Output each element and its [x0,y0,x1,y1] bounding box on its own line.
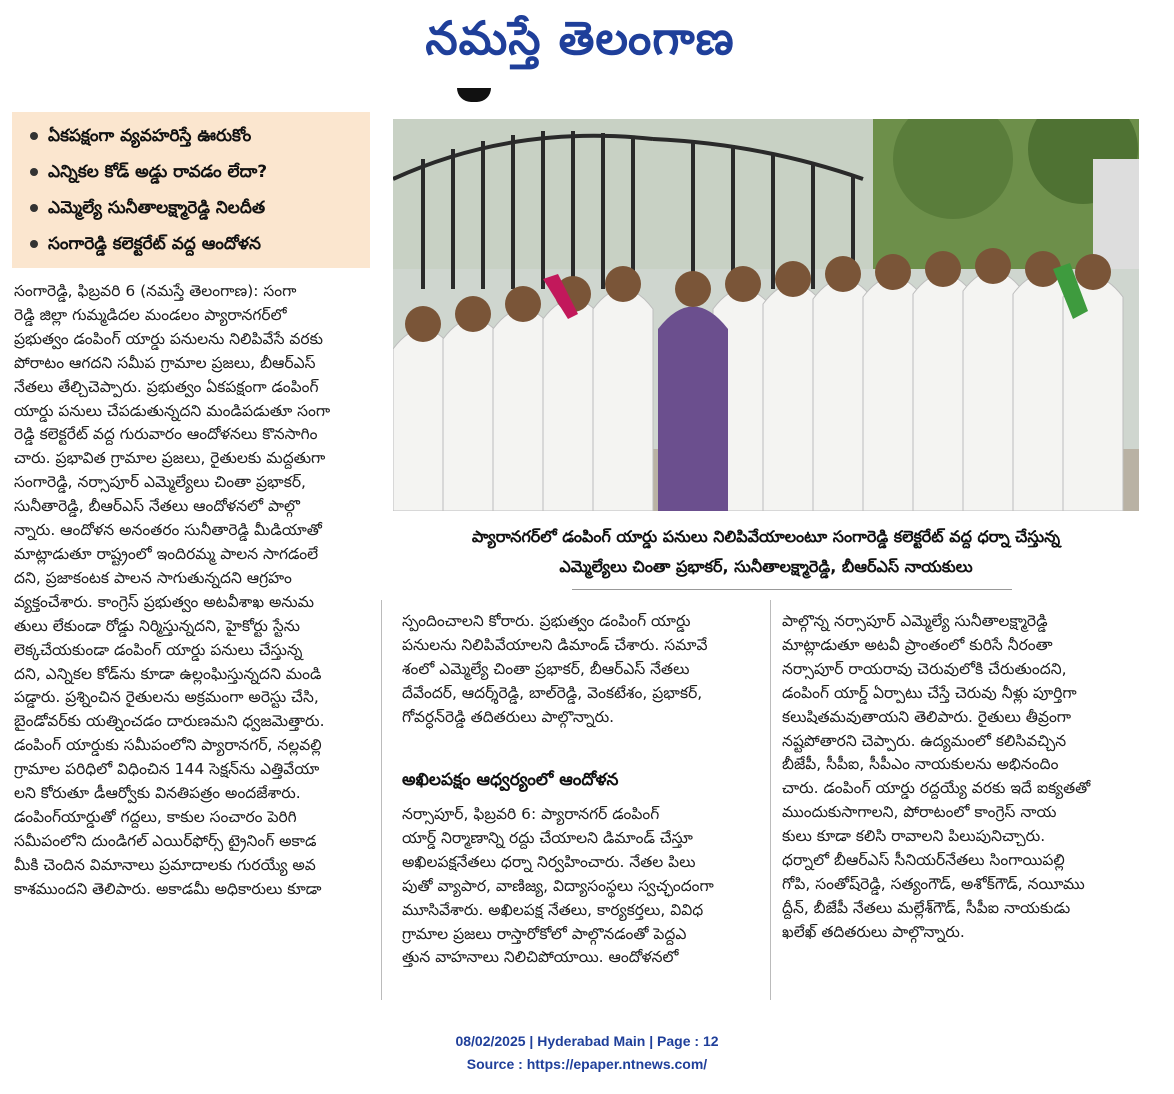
text-line: వ్యక్తంచేశారు. కాంగ్రెస్ ప్రభుత్వం అటవీశాఖ అనుమ [14,592,314,611]
text-line: లెక్కచేయకుండా డంపింగ్ యార్డు పనులు చేస్తున్న [14,640,303,659]
text-line: ఖలేఖ్ తదితరులు పాల్గొన్నారు. [782,922,965,941]
text-line: డంపింగ్‌యార్డుతో గద్దలు, కాకుల సంచారం పెరిగి [14,807,297,826]
article-column-2 [402,610,760,730]
bullet-icon [30,240,38,248]
text-line: గోపి, సంతోష్‌రెడ్డి, సత్యంగౌడ్, అశోక్‌గౌడ్, నయీము [782,874,1085,893]
text-line: పడ్డారు. ప్రశ్నించిన రైతులను అక్రమంగా అరెస్టు చేసి, [14,688,319,707]
article-subheading: అఖిలపక్షం ఆధ్వర్యంలో ఆందోళన [402,770,619,790]
text-line: బీజేపీ, సీపీఐ, సీపీఎం నాయకులను అభినందిం [782,755,1059,774]
text-line: సంగారెడ్డి, నర్సాపూర్ ఎమ్మెల్యేలు చింతా ప్రభాకర్, [14,473,306,492]
column-divider [770,600,771,1000]
news-photo [393,119,1139,511]
text-line: మాట్లాడుతూ అటవీ ప్రాంతంలో కురిసే నీరంతా [782,635,1053,654]
text-line: పోరాటం ఆగదని సమీప గ్రామాల ప్రజలు, బీఆర్‌ఎస్ [14,353,316,372]
bullet-icon [30,168,38,176]
text-line: స్పందించాలని కోరారు. ప్రభుత్వం డంపింగ్ యార్డు [402,612,691,630]
text-line: దని, ఎన్నికల కోడ్‌ను కూడా ఉల్లంఘిస్తున్నదని మండి [14,664,322,683]
text-line: ధర్నాలో బీఆర్‌ఎస్ సీనియర్‌నేతలు సింగాయిపల్లి [782,851,1065,870]
text-line: గ్రామాల పరిధిలో విధించిన 144 సెక్షన్‌ను ఎత్తివేయా [14,760,320,779]
text-line: సునీతారెడ్డి, బీఆర్‌ఎస్ నేతలు ఆందోళనలో పాల్గొ [14,497,300,516]
caption-divider [572,589,1012,590]
highlight-text: ఏకపక్షంగా వ్యవహరిస్తే ఊరుకోం [48,126,252,146]
text-line: తులు లేకుండా రోడ్డు నిర్మిస్తున్నదని, హైకోర్టు స్టేను [14,616,300,635]
text-line: మాట్లాడుతూ రాష్ట్రంలో ఇందిరమ్మ పాలన సాగడంలే [14,544,319,563]
text-line: రెడ్డి కలెక్టరేట్ వద్ద గురువారం ఆందోళనలు కొనసాగిం [14,425,318,444]
text-line: మూసివేశారు. అఖిలపక్ష నేతలు, కార్యకర్తలు, వివిధ [402,900,704,919]
text-line: కాశముందని తెలిపారు. అకాడమీ అధికారులు కూడా [14,879,322,898]
text-line: పుతో వ్యాపార, వాణిజ్య, విద్యాసంస్థలు స్వచ్ఛందంగా [402,876,714,895]
column-divider [381,600,382,1000]
article-column-3 [782,610,1138,945]
text-line: చారు. డంపింగ్ యార్డు రద్దయ్యే వరకు ఇదే ఐక్యతతో [782,779,1091,798]
text-line: రెడ్డి జిల్లా గుమ్మడిదల మండలం ప్యారానగర్‌లో [14,305,287,324]
highlight-item [30,234,261,258]
text-line: న్నారు. ఆందోళన అనంతరం సునీతారెడ్డి మీడియాతో [14,521,322,540]
text-line: గోవర్ధన్‌రెడ్డి తదితరులు పాల్గొన్నారు. [402,707,615,726]
masthead-title: నమస్తే తెలంగాణ [425,11,735,65]
photo-caption-line: ప్యారానగర్‌లో డంపింగ్ యార్డు పనులు నిలిపివేయాలంటూ సంగారెడ్డి కలెక్టరేట్ వద్ద ధర్నా చేస్తున్న [471,527,1061,546]
text-line: బైండోవర్‌కు యత్నించడం దారుణమని ధ్వజమెత్తారు. [14,712,325,731]
text-line: ద్దీన్, బీజేపీ నేతలు మల్లేశ్‌గౌడ్, సీపీఐ నాయకుడు [782,898,1071,917]
text-line: నేతలు తేల్చిచెప్పారు. ప్రభుత్వం ఏకపక్షంగా డంపింగ్ [14,377,319,396]
highlight-text: ఎమ్మెల్యే సునీతాలక్ష్మారెడ్డి నిలదీత [48,198,266,218]
text-line: త్తున వాహనాలు నిలిచిపోయాయి. ఆందోళనలో [402,948,679,967]
highlight-text: ఎన్నికల కోడ్ అడ్డు రావడం లేదా? [48,162,268,182]
highlight-item [30,198,265,222]
text-line: పనులను నిలిపివేయాలని డిమాండ్ చేశారు. సమావే [402,635,708,654]
highlight-text: సంగారెడ్డి కలెక్టరేట్ వద్ద ఆందోళన [48,234,261,254]
text-line: ప్రభుత్వం డంపింగ్ యార్డు పనులను నిలిపివేసే వరకు [14,329,324,348]
photo-caption-line: ఎమ్మెల్యేలు చింతా ప్రభాకర్, సునీతాలక్ష్మారెడ్డి, బీఆర్‌ఎస్ నాయకులు [559,557,973,576]
text-line: దని, ప్రజాకంటక పాలన సాగుతున్నదని ఆగ్రహం [14,568,292,587]
footer-source[interactable]: Source : https://epaper.ntnews.com/ [466,1056,708,1072]
text-line: మీకి చెందిన విమానాలు ప్రమాదాలకు గురయ్యే అవ [14,855,316,874]
bullet-icon [30,132,38,140]
text-line: గ్రామాల ప్రజలు రాస్తారోకోలో పాల్గొనడంతో పెద్దఎ [402,924,687,943]
text-line: నర్సాపూర్ రాయరావు చెరువులోకి చేరుతుందని, [782,659,1067,678]
text-line: నర్సాపూర్, ఫిబ్రవరి 6: ప్యారానగర్ డంపింగ్ [402,805,660,823]
text-line: ముందుకుసాగాలని, పోరాటంలో కాంగ్రెస్ నాయ [782,803,1057,822]
article-column-1 [14,280,370,902]
text-line: నష్టపోతారని చెప్పారు. ఉద్యమంలో కలిసివచ్చిన [782,731,1067,750]
text-line: సంగారెడ్డి, ఫిబ్రవరి 6 (నమస్తే తెలంగాణ): సంగా [14,282,297,300]
text-line: చారు. ప్రభావిత గ్రామాల ప్రజలు, రైతులకు మద్దతుగా [14,449,326,468]
masthead [300,0,860,78]
text-line: సమీపంలోని దుండిగల్ ఎయిర్‌ఫోర్స్ ట్రైనింగ్ అకాడ [14,831,317,850]
highlight-item [30,162,267,186]
highlight-item [30,126,251,150]
text-line: కులు కూడా కలిసి రావాలని పిలుపునిచ్చారు. [782,827,1046,846]
article-column-2-continued [402,803,760,970]
text-line: దేవేందర్, ఆదర్శ్‌రెడ్డి, బాల్‌రెడ్డి, వెంకటేశం, ప్రభాకర్, [402,683,703,702]
text-line: శంలో ఎమ్మెల్యే చింతా ప్రభాకర్, బీఆర్‌ఎస్ నేతలు [402,659,690,678]
highlights-box [12,112,370,268]
text-line: లని కోరుతూ డీఆర్వోకు వినతిపత్రం అందజేశారు. [14,784,301,803]
text-line: కలుషితమవుతాయని తెలిపారు. రైతులు తీవ్రంగా [782,707,1072,726]
text-line: యార్డ్ నిర్మాణాన్ని రద్దు చేయాలని డిమాండ్ చేస్తూ [402,828,693,847]
text-line: డంపింగ్ యార్డుకు సమీపంలోని ప్యారానగర్, నల్లవల్లి [14,736,322,755]
text-line: అఖిలపక్షనేతలు ధర్నా నిర్వహించారు. నేతల పిలు [402,852,696,871]
masthead-ornament [457,88,491,102]
text-line: పాల్గొన్న నర్సాపూర్ ఎమ్మెల్యే సునీతాలక్ష్మారెడ్డి [782,612,1048,630]
text-line: యార్డు పనులు చేపడుతున్నదని మండిపడుతూ సంగా [14,401,331,420]
footer-edition-info: 08/02/2025 | Hyderabad Main | Page : 12 [455,1033,719,1049]
bullet-icon [30,204,38,212]
text-line: డంపింగ్ యార్డ్ ఏర్పాటు చేస్తే చెరువు నీళ్లు పూర్తిగా [782,683,1077,702]
